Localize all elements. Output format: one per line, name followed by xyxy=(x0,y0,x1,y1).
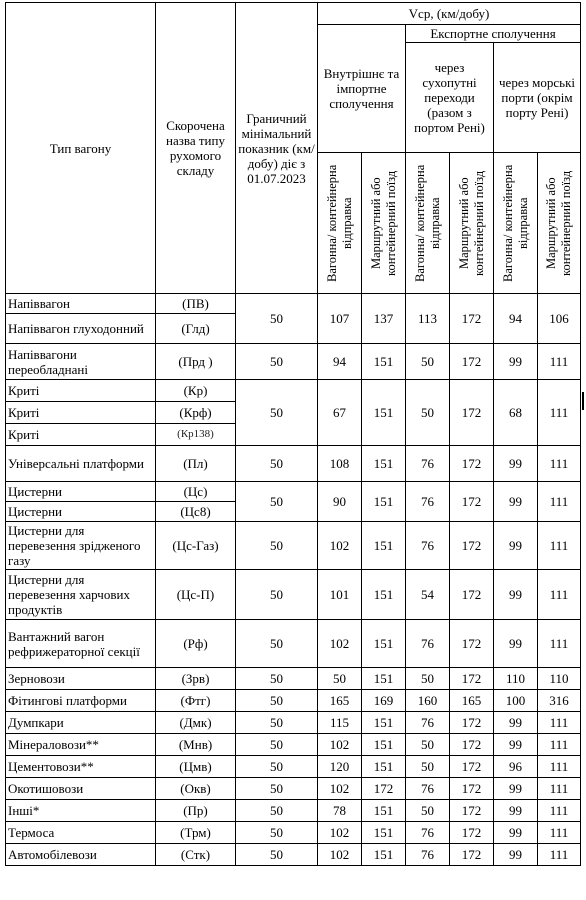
speed-value-cell: 151 xyxy=(362,570,406,620)
header-vsp: Vср, (км/добу) xyxy=(318,3,581,25)
speed-value-cell: 99 xyxy=(494,522,538,570)
header-land-route: Маршрутний або контейнерний поїзд xyxy=(450,153,494,294)
limit-cell: 50 xyxy=(236,822,318,844)
speed-value-cell: 172 xyxy=(450,380,494,446)
wagon-type-cell: Напіввагон xyxy=(6,294,156,314)
speed-value-cell: 111 xyxy=(538,822,581,844)
speed-value-cell: 76 xyxy=(406,482,450,522)
limit-cell: 50 xyxy=(236,756,318,778)
speed-value-cell: 102 xyxy=(318,522,362,570)
speed-value-cell: 76 xyxy=(406,844,450,866)
wagon-type-cell: Термоса xyxy=(6,822,156,844)
wagon-type-cell: Криті xyxy=(6,380,156,402)
table-row xyxy=(6,822,581,844)
speed-table xyxy=(5,2,581,866)
speed-value-cell: 76 xyxy=(406,822,450,844)
table-row xyxy=(6,344,581,380)
speed-value-cell: 172 xyxy=(450,800,494,822)
wagon-type-cell: Цементовози** xyxy=(6,756,156,778)
abbr-cell: (Дмк) xyxy=(156,712,236,734)
table-row xyxy=(6,778,581,800)
speed-value-cell: 172 xyxy=(450,668,494,690)
speed-value-cell: 99 xyxy=(494,620,538,668)
abbr-cell: (Мнв) xyxy=(156,734,236,756)
abbr-cell: (Цс8) xyxy=(156,502,236,522)
speed-value-cell: 172 xyxy=(450,712,494,734)
wagon-type-cell: Окотишовози xyxy=(6,778,156,800)
speed-value-cell: 151 xyxy=(362,800,406,822)
speed-value-cell: 120 xyxy=(318,756,362,778)
limit-cell: 50 xyxy=(236,380,318,446)
speed-value-cell: 113 xyxy=(406,294,450,344)
speed-value-cell: 99 xyxy=(494,800,538,822)
speed-value-cell: 151 xyxy=(362,822,406,844)
abbr-cell: (Цс-П) xyxy=(156,570,236,620)
speed-value-cell: 111 xyxy=(538,620,581,668)
speed-value-cell: 100 xyxy=(494,690,538,712)
limit-cell: 50 xyxy=(236,800,318,822)
speed-value-cell: 115 xyxy=(318,712,362,734)
speed-value-cell: 110 xyxy=(494,668,538,690)
table-row xyxy=(6,690,581,712)
speed-value-cell: 96 xyxy=(494,756,538,778)
table-row xyxy=(6,844,581,866)
speed-value-cell: 99 xyxy=(494,734,538,756)
speed-value-cell: 99 xyxy=(494,712,538,734)
limit-cell: 50 xyxy=(236,778,318,800)
speed-value-cell: 99 xyxy=(494,844,538,866)
speed-value-cell: 172 xyxy=(450,734,494,756)
speed-value-cell: 172 xyxy=(450,844,494,866)
speed-value-cell: 76 xyxy=(406,446,450,482)
wagon-type-cell: Думпкари xyxy=(6,712,156,734)
limit-cell: 50 xyxy=(236,712,318,734)
limit-cell: 50 xyxy=(236,446,318,482)
speed-value-cell: 67 xyxy=(318,380,362,446)
speed-value-cell: 50 xyxy=(406,734,450,756)
speed-value-cell: 172 xyxy=(450,446,494,482)
limit-cell: 50 xyxy=(236,570,318,620)
speed-value-cell: 111 xyxy=(538,344,581,380)
speed-value-cell: 172 xyxy=(450,482,494,522)
speed-value-cell: 172 xyxy=(450,570,494,620)
limit-cell: 50 xyxy=(236,482,318,522)
header-land: через сухопутні переходи (разом з портом Рені) xyxy=(406,43,494,153)
speed-value-cell: 99 xyxy=(494,822,538,844)
abbr-cell: (Фтг) xyxy=(156,690,236,712)
speed-value-cell: 172 xyxy=(450,344,494,380)
speed-value-cell: 50 xyxy=(406,800,450,822)
speed-value-cell: 99 xyxy=(494,446,538,482)
speed-value-cell: 108 xyxy=(318,446,362,482)
table-row xyxy=(6,522,581,570)
speed-value-cell: 165 xyxy=(450,690,494,712)
speed-value-cell: 151 xyxy=(362,734,406,756)
speed-value-cell: 151 xyxy=(362,344,406,380)
speed-value-cell: 172 xyxy=(362,778,406,800)
speed-value-cell: 151 xyxy=(362,620,406,668)
speed-value-cell: 137 xyxy=(362,294,406,344)
speed-value-cell: 76 xyxy=(406,778,450,800)
speed-value-cell: 102 xyxy=(318,844,362,866)
speed-value-cell: 111 xyxy=(538,778,581,800)
speed-value-cell: 172 xyxy=(450,822,494,844)
speed-value-cell: 102 xyxy=(318,822,362,844)
header-limit: Граничний мінімальний показник (км/добу) діє з 01.07.2023 xyxy=(236,3,318,294)
abbr-cell: (Окв) xyxy=(156,778,236,800)
speed-value-cell: 316 xyxy=(538,690,581,712)
limit-cell: 50 xyxy=(236,522,318,570)
table-row xyxy=(6,800,581,822)
header-domestic-route: Маршрутний або контейнерний поїзд xyxy=(362,153,406,294)
speed-value-cell: 111 xyxy=(538,800,581,822)
abbr-cell: (Пл) xyxy=(156,446,236,482)
wagon-type-cell: Цистерни xyxy=(6,502,156,522)
speed-value-cell: 172 xyxy=(450,294,494,344)
speed-value-cell: 111 xyxy=(538,446,581,482)
speed-value-cell: 110 xyxy=(538,668,581,690)
speed-value-cell: 160 xyxy=(406,690,450,712)
table-row xyxy=(6,668,581,690)
speed-value-cell: 68 xyxy=(494,380,538,446)
wagon-type-cell: Криті xyxy=(6,402,156,424)
header-abbr: Скорочена назва типу рухомого складу xyxy=(156,3,236,294)
speed-value-cell: 99 xyxy=(494,778,538,800)
limit-cell: 50 xyxy=(236,294,318,344)
speed-value-cell: 50 xyxy=(406,668,450,690)
table-row xyxy=(6,620,581,668)
abbr-cell: (Кр138) xyxy=(156,424,236,446)
wagon-type-cell: Цистерни для перевезення харчових продуктів xyxy=(6,570,156,620)
speed-value-cell: 151 xyxy=(362,482,406,522)
speed-value-cell: 111 xyxy=(538,844,581,866)
wagon-type-cell: Інші* xyxy=(6,800,156,822)
header-type: Тип вагону xyxy=(6,3,156,294)
speed-value-cell: 169 xyxy=(362,690,406,712)
speed-value-cell: 102 xyxy=(318,778,362,800)
abbr-cell: (Цмв) xyxy=(156,756,236,778)
header-sea-wagon: Вагонна/ контейнерна відправка xyxy=(494,153,538,294)
speed-value-cell: 111 xyxy=(538,482,581,522)
header-sea-route: Маршрутний або контейнерний поїзд xyxy=(538,153,581,294)
speed-value-cell: 99 xyxy=(494,570,538,620)
table-row xyxy=(6,294,581,314)
limit-cell: 50 xyxy=(236,734,318,756)
abbr-cell: (Трм) xyxy=(156,822,236,844)
speed-value-cell: 151 xyxy=(362,522,406,570)
speed-value-cell: 50 xyxy=(406,756,450,778)
wagon-type-cell: Мінераловози** xyxy=(6,734,156,756)
abbr-cell: (Кр) xyxy=(156,380,236,402)
speed-value-cell: 76 xyxy=(406,620,450,668)
wagon-type-cell: Криті xyxy=(6,424,156,446)
speed-value-cell: 172 xyxy=(450,756,494,778)
header-domestic-wagon: Вагонна/ контейнерна відправка xyxy=(318,153,362,294)
speed-value-cell: 54 xyxy=(406,570,450,620)
table-row xyxy=(6,734,581,756)
margin-mark xyxy=(582,392,584,410)
speed-value-cell: 111 xyxy=(538,522,581,570)
speed-value-cell: 111 xyxy=(538,570,581,620)
abbr-cell: (Стк) xyxy=(156,844,236,866)
abbr-cell: (Пр) xyxy=(156,800,236,822)
speed-value-cell: 151 xyxy=(362,668,406,690)
table-row xyxy=(6,380,581,402)
speed-value-cell: 106 xyxy=(538,294,581,344)
speed-value-cell: 78 xyxy=(318,800,362,822)
speed-value-cell: 76 xyxy=(406,522,450,570)
wagon-type-cell: Цистерни xyxy=(6,482,156,502)
speed-value-cell: 111 xyxy=(538,712,581,734)
header-domestic: Внутрішнє та імпортне сполучення xyxy=(318,25,406,153)
speed-value-cell: 50 xyxy=(406,380,450,446)
speed-value-cell: 99 xyxy=(494,482,538,522)
table-row xyxy=(6,446,581,482)
limit-cell: 50 xyxy=(236,844,318,866)
speed-value-cell: 76 xyxy=(406,712,450,734)
speed-value-cell: 90 xyxy=(318,482,362,522)
speed-value-cell: 102 xyxy=(318,734,362,756)
header-sea: через морські порти (окрім порту Рені) xyxy=(494,43,581,153)
abbr-cell: (Глд) xyxy=(156,314,236,344)
wagon-type-cell: Вантажний вагон рефрижераторної секції xyxy=(6,620,156,668)
speed-value-cell: 107 xyxy=(318,294,362,344)
table-row xyxy=(6,570,581,620)
abbr-cell: (Цс-Газ) xyxy=(156,522,236,570)
speed-value-cell: 101 xyxy=(318,570,362,620)
limit-cell: 50 xyxy=(236,690,318,712)
wagon-type-cell: Фітингові платформи xyxy=(6,690,156,712)
header-land-wagon: Вагонна/ контейнерна відправка xyxy=(406,153,450,294)
speed-value-cell: 151 xyxy=(362,712,406,734)
table-row xyxy=(6,756,581,778)
wagon-type-cell: Зерновози xyxy=(6,668,156,690)
abbr-cell: (ПВ) xyxy=(156,294,236,314)
abbr-cell: (Прд ) xyxy=(156,344,236,380)
speed-value-cell: 151 xyxy=(362,756,406,778)
speed-value-cell: 172 xyxy=(450,522,494,570)
speed-value-cell: 172 xyxy=(450,620,494,668)
wagon-type-cell: Цистерни для перевезення зрідженого газу xyxy=(6,522,156,570)
wagon-type-cell: Автомобілевози xyxy=(6,844,156,866)
speed-value-cell: 94 xyxy=(494,294,538,344)
abbr-cell: (Крф) xyxy=(156,402,236,424)
speed-value-cell: 50 xyxy=(318,668,362,690)
table-row xyxy=(6,482,581,502)
speed-value-cell: 102 xyxy=(318,620,362,668)
limit-cell: 50 xyxy=(236,344,318,380)
speed-value-cell: 151 xyxy=(362,844,406,866)
abbr-cell: (Цс) xyxy=(156,482,236,502)
speed-value-cell: 111 xyxy=(538,380,581,446)
limit-cell: 50 xyxy=(236,620,318,668)
speed-value-cell: 165 xyxy=(318,690,362,712)
speed-value-cell: 111 xyxy=(538,756,581,778)
wagon-type-cell: Напіввагон глуходонний xyxy=(6,314,156,344)
speed-value-cell: 50 xyxy=(406,344,450,380)
speed-value-cell: 151 xyxy=(362,446,406,482)
wagon-type-cell: Напіввагони переобладнані xyxy=(6,344,156,380)
table-body xyxy=(6,3,581,866)
limit-cell: 50 xyxy=(236,668,318,690)
wagon-type-cell: Універсальні платформи xyxy=(6,446,156,482)
speed-value-cell: 94 xyxy=(318,344,362,380)
speed-value-cell: 172 xyxy=(450,778,494,800)
speed-value-cell: 151 xyxy=(362,380,406,446)
abbr-cell: (Рф) xyxy=(156,620,236,668)
speed-value-cell: 111 xyxy=(538,734,581,756)
abbr-cell: (Зрв) xyxy=(156,668,236,690)
table-row xyxy=(6,712,581,734)
speed-value-cell: 99 xyxy=(494,344,538,380)
header-export: Експортне сполучення xyxy=(406,25,581,43)
